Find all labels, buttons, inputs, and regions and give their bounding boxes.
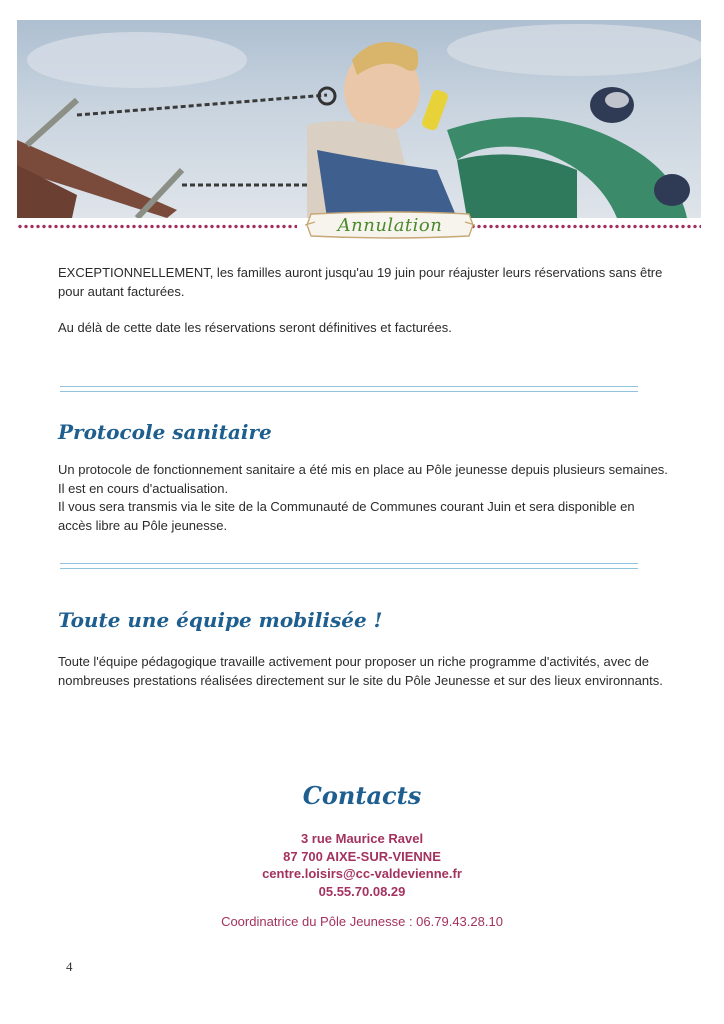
page-number: 4: [66, 959, 73, 974]
annulation-paragraph-1: EXCEPTIONNELLEMENT, les familles auront jusqu'au 19 juin pour réajuster leurs réservations sans être pour autant facturées.: [58, 265, 663, 299]
annulation-paragraph-2: Au délà de cette date les réservations seront définitives et facturées.: [58, 320, 452, 335]
annulation-heading: Annulation: [337, 215, 443, 236]
address-line-1: 3 rue Maurice Ravel: [300, 831, 424, 846]
protocole-paragraph: Un protocole de fonctionnement sanitaire a été mis en place au Pôle jeunesse depuis plusieurs semaines. Il est en cours d'actualisation.: [58, 462, 668, 496]
protocole-heading: Protocole sanitaire: [58, 420, 272, 444]
annulation-banner: [17, 208, 701, 242]
section-divider: [60, 563, 638, 569]
contacts-block: [0, 780, 724, 900]
hero-photo: [17, 20, 701, 218]
section-divider: [60, 386, 638, 392]
contacts-heading: Contacts: [302, 781, 422, 810]
dotted-divider-left: [17, 224, 297, 229]
coordinator-line: Coordinatrice du Pôle Jeunesse : 06.79.43.28.10: [221, 914, 503, 929]
protocole-paragraph-2: Il vous sera transmis via le site de la Communauté de Communes courant Juin et sera disponible en accès libre au Pôle jeunesse.: [58, 499, 635, 533]
dotted-divider-right: [470, 224, 701, 229]
address-line-2: 87 700 AIXE-SUR-VIENNE: [283, 848, 441, 864]
phone-number: 05.55.70.08.29: [318, 883, 406, 899]
equipe-heading: Toute une équipe mobilisée !: [58, 608, 383, 632]
equipe-paragraph: Toute l'équipe pédagogique travaille activement pour proposer un riche programme d'activités, avec de nombreuses prestations réalisées directement sur le site du Pôle Jeunesse et sur des lieux environnants.: [58, 654, 663, 688]
child-on-swing-photo: [17, 20, 701, 218]
email-link[interactable]: centre.loisirs@cc-valdevienne.fr: [262, 866, 462, 881]
